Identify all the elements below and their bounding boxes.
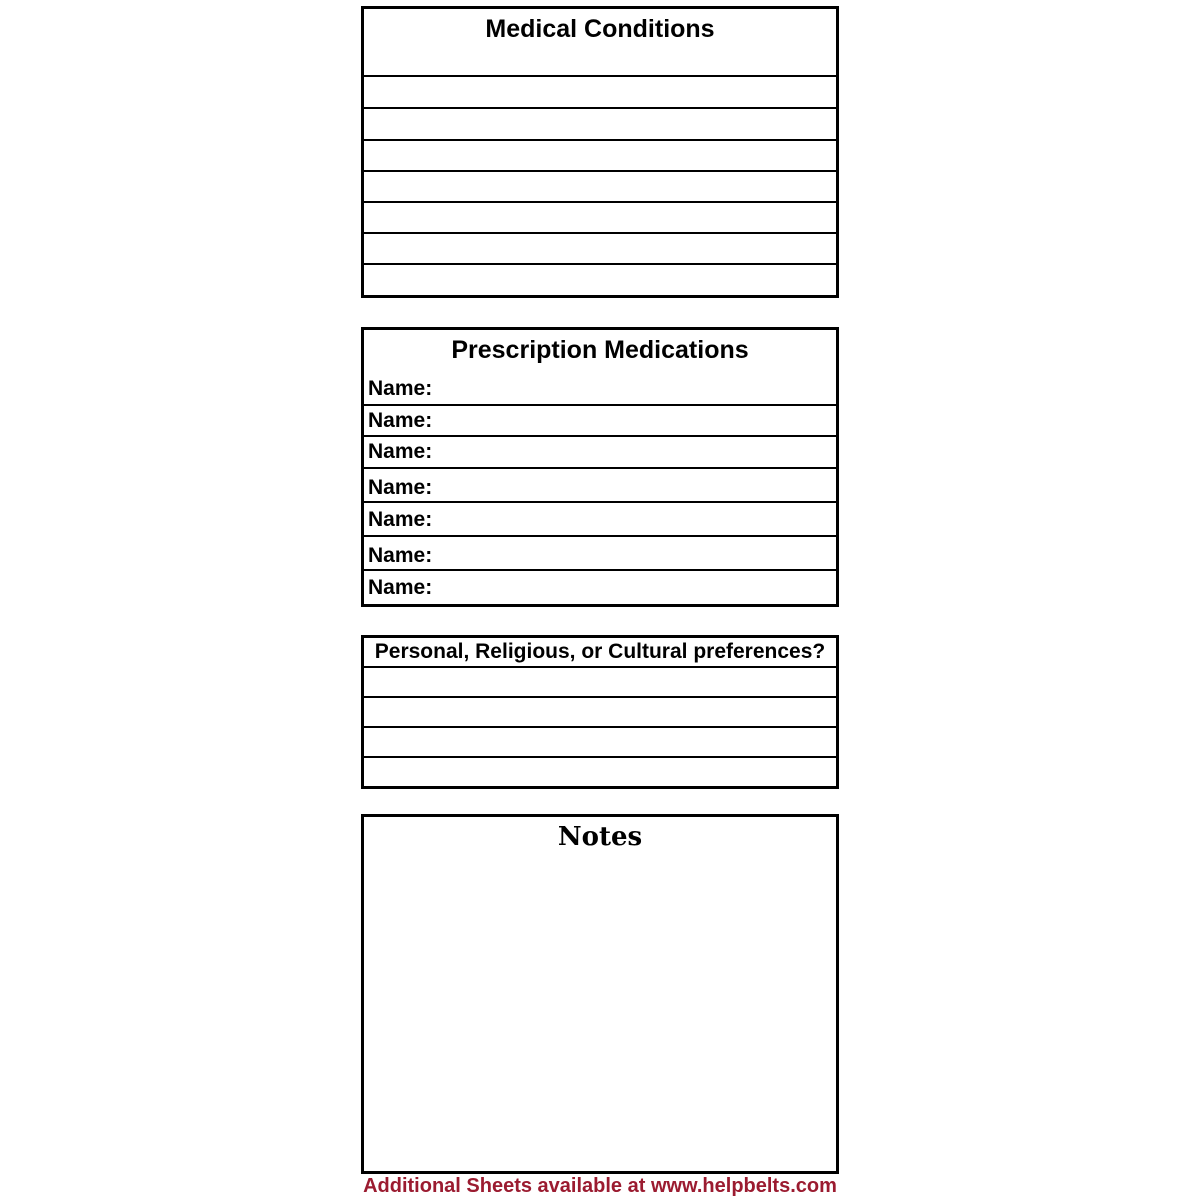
preference-line-3[interactable] — [364, 728, 836, 756]
medication-name-field-2[interactable] — [364, 406, 836, 435]
medication-name-label: Name: — [368, 409, 433, 432]
medication-name-label: Name: — [368, 508, 433, 531]
medical-condition-line-4[interactable] — [364, 172, 836, 201]
preference-line-1[interactable] — [364, 668, 836, 696]
medication-name-label: Name: — [368, 544, 433, 567]
medical-condition-line-1[interactable] — [364, 77, 836, 107]
medication-name-label: Name: — [368, 440, 433, 463]
medication-name-label: Name: — [368, 377, 433, 400]
preferences-title: Personal, Religious, or Cultural preferences? — [374, 640, 826, 663]
notes-title: Notes — [557, 822, 643, 852]
medical-condition-line-5[interactable] — [364, 203, 836, 232]
preference-line-4[interactable] — [364, 758, 836, 786]
prescription-medications-section — [361, 327, 839, 607]
medication-name-field-3[interactable] — [364, 437, 836, 467]
footer-additional-sheets-link[interactable]: Additional Sheets available at www.helpbelts.com — [363, 1175, 837, 1197]
medical-conditions-section — [361, 6, 839, 298]
medical-condition-line-6[interactable] — [364, 234, 836, 263]
medical-conditions-title: Medical Conditions — [485, 15, 715, 43]
medication-name-field-5[interactable] — [364, 503, 836, 535]
medication-name-label: Name: — [368, 476, 433, 499]
medical-condition-line-2[interactable] — [364, 109, 836, 139]
medication-name-field-4[interactable] — [364, 469, 836, 501]
medication-name-field-1[interactable] — [364, 374, 836, 404]
medical-condition-line-3[interactable] — [364, 141, 836, 170]
notes-section[interactable] — [361, 814, 839, 1174]
medical-condition-line-7[interactable] — [364, 265, 836, 295]
prescription-medications-title: Prescription Medications — [451, 336, 749, 364]
medication-name-field-6[interactable] — [364, 537, 836, 569]
preference-line-2[interactable] — [364, 698, 836, 726]
medication-name-field-7[interactable] — [364, 571, 836, 604]
medication-name-label: Name: — [368, 576, 433, 599]
preferences-section — [361, 635, 839, 789]
